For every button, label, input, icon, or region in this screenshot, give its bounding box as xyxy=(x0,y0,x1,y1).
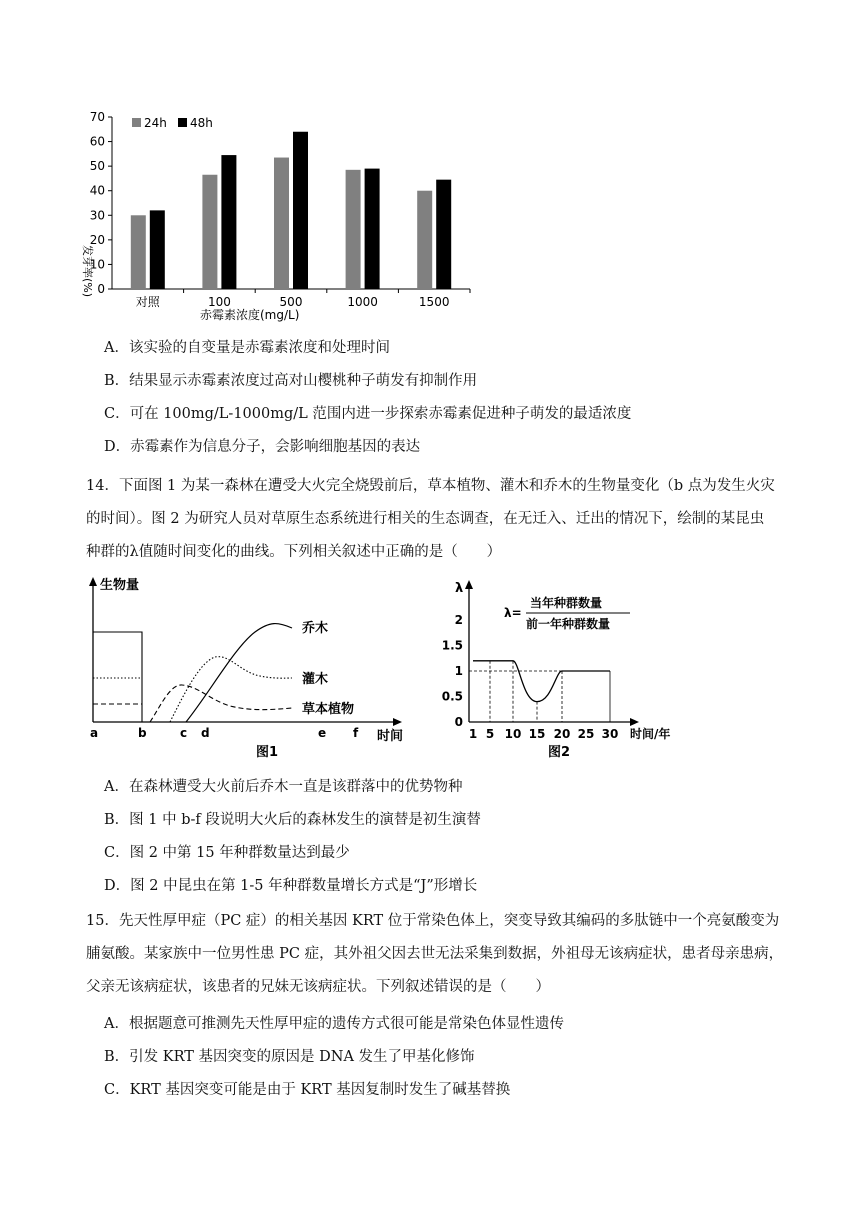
fig2-x-tick-label: 20 xyxy=(553,727,571,741)
bar-y-tick-label: 40 xyxy=(89,183,105,198)
fig1-label-herb: 草本植物 xyxy=(302,702,355,717)
fig1-y-arrow xyxy=(89,577,97,586)
bar-48h-3 xyxy=(365,169,380,289)
legend-label-24h: 24h xyxy=(144,116,167,130)
fig2-y-tick-label: 1 xyxy=(454,664,463,678)
fig2-y-tick-label: 1.5 xyxy=(441,638,463,653)
fig1-point-a: a xyxy=(90,726,99,740)
bar-48h-0 xyxy=(150,210,165,289)
bar-y-tick-label: 20 xyxy=(89,232,105,247)
bar-48h-1 xyxy=(221,155,236,289)
bar-48h-2 xyxy=(293,132,308,289)
q13-option-a: A．该实验的自变量是赤霉素浓度和处理时间 xyxy=(104,340,390,356)
bar-24h-3 xyxy=(346,170,361,289)
fig2-x-tick-label: 15 xyxy=(528,727,546,741)
fig2-formula-lhs: λ= xyxy=(504,606,522,620)
q14-stem-line-1: 14．下面图 1 为某一森林在遭受大火完全烧毁前后，草本植物、灌木和乔木的生物量变化（b 点为发生火灾 xyxy=(86,478,775,494)
q15-option-c: C．KRT 基因突变可能是由于 KRT 基因复制时发生了碱基替换 xyxy=(104,1082,511,1098)
q15-stem-line-1: 15．先天性厚甲症（PC 症）的相关基因 KRT 位于常染色体上，突变导致其编码的多肽链中一个亮氨酸变为 xyxy=(86,913,780,929)
fig1-point-d: d xyxy=(201,726,210,740)
fig1-point-c: c xyxy=(180,726,188,740)
q13-option-c: C．可在 100mg/L-1000mg/L 范围内进一步探索赤霉素促进种子萌发的最适浓度 xyxy=(104,406,632,422)
fig1-tree-prefire xyxy=(93,632,142,722)
q14-option-d: D．图 2 中昆虫在第 1-5 年种群数量增长方式是“J”形增长 xyxy=(104,878,478,894)
bar-x-axis-label: 赤霉素浓度(mg/L) xyxy=(200,308,300,322)
fig1-herb-curve xyxy=(150,685,292,722)
bar-y-tick-label: 70 xyxy=(89,110,105,124)
fig2-caption: 图2 xyxy=(548,745,571,760)
legend-label-48h: 48h xyxy=(190,116,213,130)
fig2-formula-denominator: 前一年种群数量 xyxy=(526,617,611,631)
fig1-point-f: f xyxy=(353,726,359,740)
q13-option-b: B．结果显示赤霉素浓度过高对山樱桃种子萌发有抑制作用 xyxy=(104,373,478,389)
fig2-y-tick-label: 0.5 xyxy=(441,689,463,704)
fig1-x-label: 时间 xyxy=(377,729,404,744)
bar-y-tick-label: 0 xyxy=(97,282,105,296)
bar-48h-4 xyxy=(436,180,451,289)
fig2-y-tick-label: 2 xyxy=(454,613,463,627)
bar-y-tick-label: 50 xyxy=(89,159,105,174)
fig2-x-tick-label: 30 xyxy=(601,727,619,741)
bar-y-tick-label: 10 xyxy=(89,257,105,272)
figure-2-lambda-curve xyxy=(440,572,690,762)
fig1-shrub-curve xyxy=(170,657,292,722)
q15-stem-line-3: 父亲无该病症状，该患者的兄妹无该病症状。下列叙述错误的是（ ） xyxy=(86,979,550,995)
legend-swatch-24h xyxy=(132,118,141,127)
q15-stem-line-2: 脯氨酸。某家族中一位男性患 PC 症，其外祖父因去世无法采集到数据，外祖母无该病症状，患者母亲患病， xyxy=(86,946,784,962)
bar-24h-1 xyxy=(202,175,217,289)
fig2-x-label: 时间/年 xyxy=(630,727,671,741)
legend-swatch-48h xyxy=(178,118,187,127)
fig2-y-label: λ xyxy=(455,581,464,596)
fig2-y-tick-label: 0 xyxy=(454,715,463,729)
q14-option-c: C．图 2 中第 15 年种群数量达到最少 xyxy=(104,845,350,861)
bar-y-tick-label: 60 xyxy=(89,134,105,149)
fig1-label-tree: 乔木 xyxy=(302,621,329,636)
q14-stem-line-3: 种群的λ值随时间变化的曲线。下列相关叙述中正确的是（ ） xyxy=(86,544,502,560)
bar-24h-2 xyxy=(274,158,289,289)
fig1-caption: 图1 xyxy=(256,745,279,760)
bar-24h-4 xyxy=(417,191,432,289)
q15-option-a: A．根据题意可推测先天性厚甲症的遗传方式很可能是常染色体显性遗传 xyxy=(104,1016,564,1032)
figure-1-biomass-succession xyxy=(80,572,420,762)
q14-option-b: B．图 1 中 b-f 段说明大火后的森林发生的演替是初生演替 xyxy=(104,812,481,828)
bar-category-label: 1500 xyxy=(418,295,450,309)
germination-bar-chart xyxy=(70,105,480,325)
q14-stem-line-2: 的时间）。图 2 为研究人员对草原生态系统进行相关的生态调查，在无迁入、迁出的情况下，绘制的某昆虫 xyxy=(86,511,765,527)
fig1-point-b: b xyxy=(138,726,147,740)
fig2-x-tick-label: 5 xyxy=(485,727,495,741)
fig2-x-tick-label: 1 xyxy=(468,727,478,741)
fig2-x-tick-label: 25 xyxy=(577,727,595,741)
fig2-y-arrow xyxy=(465,580,473,589)
fig1-y-label: 生物量 xyxy=(100,578,140,593)
bar-category-label: 对照 xyxy=(135,295,160,309)
q13-option-d: D．赤霉素作为信息分子，会影响细胞基因的表达 xyxy=(104,439,421,455)
bar-category-label: 500 xyxy=(279,295,303,309)
bar-y-axis-label: 发芽率(%) xyxy=(81,245,94,298)
q15-option-b: B．引发 KRT 基因突变的原因是 DNA 发生了甲基化修饰 xyxy=(104,1049,475,1065)
fig2-x-arrow xyxy=(630,718,639,726)
fig1-label-shrub: 灌木 xyxy=(302,672,329,687)
fig2-x-tick-label: 10 xyxy=(504,727,522,741)
fig2-formula-numerator: 当年种群数量 xyxy=(530,596,603,610)
bar-y-tick-label: 30 xyxy=(89,208,105,223)
fig1-point-e: e xyxy=(318,726,327,740)
q14-option-a: A．在森林遭受大火前后乔木一直是该群落中的优势物种 xyxy=(104,779,463,795)
bar-category-label: 1000 xyxy=(347,295,378,309)
bar-24h-0 xyxy=(131,215,146,289)
fig2-lambda-line xyxy=(473,661,610,702)
fig1-x-arrow xyxy=(393,718,402,726)
bar-category-label: 100 xyxy=(207,295,231,309)
fig1-tree-curve xyxy=(186,624,292,722)
